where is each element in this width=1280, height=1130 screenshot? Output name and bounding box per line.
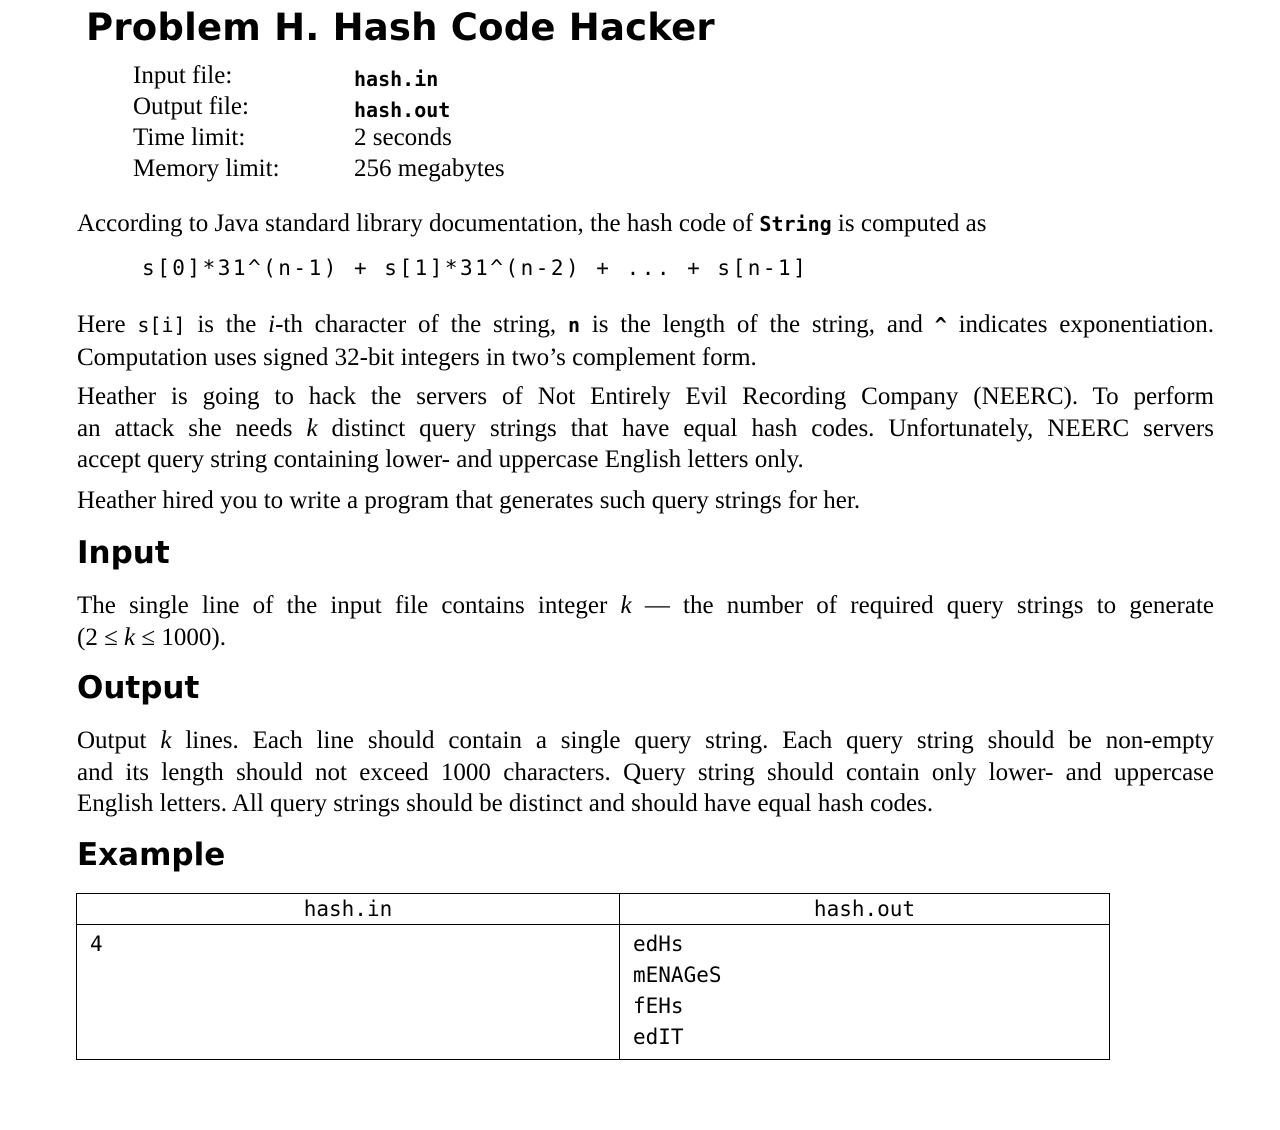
input-file-label: Input file: xyxy=(133,62,233,89)
example-output-line: edIT xyxy=(633,1025,684,1049)
output-text-a: Output xyxy=(77,727,147,754)
here-text-c: -th character of the string, xyxy=(275,311,557,338)
input-range-a: (2 ≤ xyxy=(77,623,118,651)
here-code-n: n xyxy=(567,313,581,337)
heather-line-2b: distinct query strings that have equal hash codes. Unfortunately, NEERC servers xyxy=(331,414,1214,442)
output-line-2: and its length should not exceed 1000 characters. Query string should contain only lower- and uppercase xyxy=(77,758,1214,786)
example-input-cell: 4 xyxy=(77,925,620,1060)
example-header-row xyxy=(77,894,1110,925)
input-var-k: k xyxy=(620,592,632,619)
hash-formula: s[0]*31^(n-1) + s[1]*31^(n-2) + ... + s[n-1] xyxy=(142,256,809,280)
example-col-output: hash.out xyxy=(620,894,1110,925)
output-heading: Output xyxy=(77,670,200,706)
here-text-a: Here xyxy=(77,311,126,338)
here-code-caret: ^ xyxy=(934,313,947,337)
here-text-d: is the length of the string, and xyxy=(591,311,923,338)
hired-line: Heather hired you to write a program that generates such query strings for her. xyxy=(77,487,861,514)
example-table xyxy=(76,893,1110,1060)
statement-intro xyxy=(77,208,1214,241)
here-line-2: Computation uses signed 32-bit integers in two’s complement form. xyxy=(77,343,757,371)
input-text-b: — the number of required query strings to generate xyxy=(644,592,1214,619)
memory-limit-value: 256 megabytes xyxy=(354,155,505,182)
input-file-value: hash.in xyxy=(354,67,439,91)
example-output-line: mENAGeS xyxy=(633,963,722,987)
heather-line-2a: an attack she needs xyxy=(77,414,293,442)
time-limit-label: Time limit: xyxy=(133,124,246,151)
input-description xyxy=(77,590,1214,653)
example-col-input: hash.in xyxy=(77,894,620,925)
example-output-line: fEHs xyxy=(633,994,684,1018)
memory-limit-label: Memory limit: xyxy=(133,155,280,182)
output-text-b: lines. Each line should contain a single query string. Each query string should be non-empty xyxy=(185,727,1215,754)
output-file-value: hash.out xyxy=(354,98,451,122)
intro-code: String xyxy=(759,212,832,236)
statement-definitions xyxy=(77,309,1214,373)
intro-text-a: According to Java standard library documentation, the hash code of xyxy=(77,210,754,237)
example-output-cell xyxy=(620,925,1110,1060)
time-limit-value: 2 seconds xyxy=(354,124,452,151)
example-heading: Example xyxy=(77,837,226,873)
here-text-b: is the xyxy=(197,311,257,338)
example-data-row xyxy=(77,925,1110,1060)
here-code-si: s[i] xyxy=(137,313,186,337)
output-file-label: Output file: xyxy=(133,93,249,120)
input-range-var: k xyxy=(124,623,136,651)
here-var-i: i xyxy=(268,311,276,338)
heather-line-1: Heather is going to hack the servers of Not Entirely Evil Recording Company (NEERC). To perform xyxy=(77,383,1214,410)
here-text-e: indicates exponentiation. xyxy=(958,311,1215,338)
intro-text-b: is computed as xyxy=(837,210,987,237)
input-range-b: ≤ 1000). xyxy=(141,623,226,651)
example-output-line: edHs xyxy=(633,932,684,956)
output-var-k: k xyxy=(160,727,172,754)
heather-line-3: accept query string containing lower- and uppercase English letters only. xyxy=(77,446,804,473)
problem-title: Problem H. Hash Code Hacker xyxy=(86,6,715,49)
output-description xyxy=(77,725,1214,820)
input-text-a: The single line of the input file contains integer xyxy=(77,592,608,619)
input-heading: Input xyxy=(77,535,170,571)
heather-var-k: k xyxy=(306,414,318,442)
output-line-3: English letters. All query strings should be distinct and should have equal hash codes. xyxy=(77,790,934,817)
statement-heather xyxy=(77,381,1214,476)
statement-hired xyxy=(77,485,1214,517)
